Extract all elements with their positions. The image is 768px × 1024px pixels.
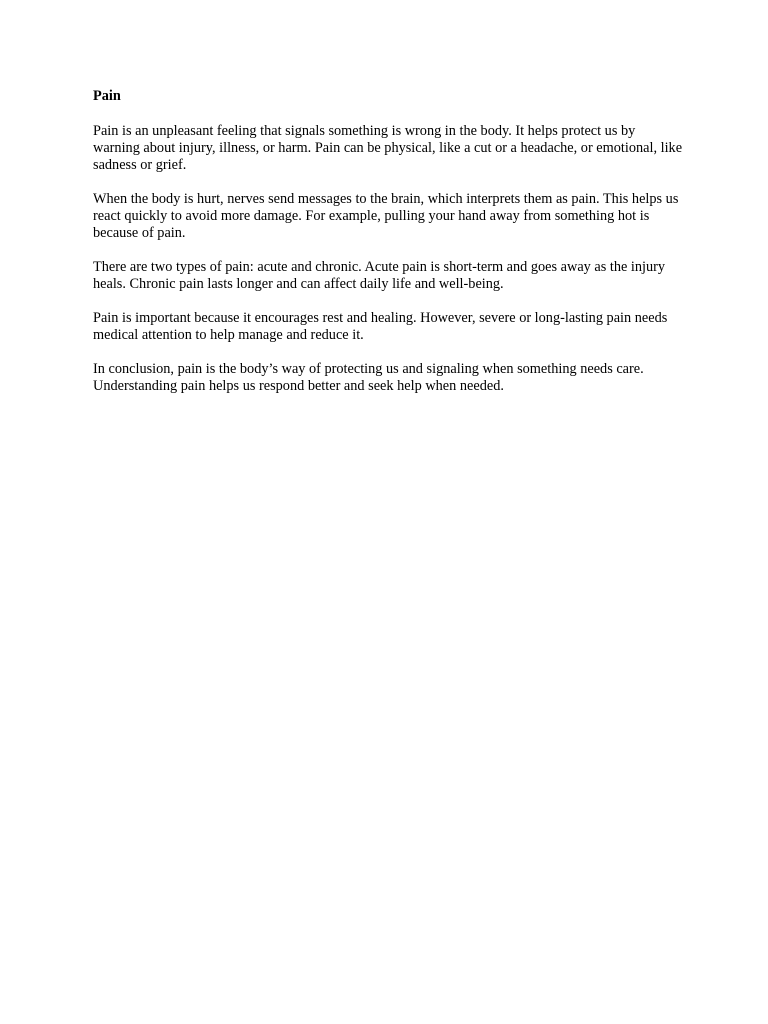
paragraph-3: There are two types of pain: acute and chronic. Acute pain is short-term and goes away as the injury heals. Chronic pain lasts longer and can affect daily life and well-being.	[93, 259, 666, 292]
paragraph-5: In conclusion, pain is the body’s way of protecting us and signaling when something needs care. Understanding pain helps us respond better and seek help when needed.	[93, 361, 644, 394]
paragraph-4: Pain is important because it encourages rest and healing. However, severe or long-lasting pain needs medical attention to help manage and reduce it.	[93, 310, 668, 343]
document-body	[93, 86, 683, 412]
paragraph-1: Pain is an unpleasant feeling that signals something is wrong in the body. It helps protect us by warning about injury, illness, or harm. Pain can be physical, like a cut or a headache, or emotional, like sadness or grief.	[93, 123, 683, 173]
paragraph-2: When the body is hurt, nerves send messages to the brain, which interprets them as pain. This helps us react quickly to avoid more damage. For example, pulling your hand away from something hot is because of pain.	[93, 191, 679, 241]
document-title: Pain	[93, 88, 121, 104]
